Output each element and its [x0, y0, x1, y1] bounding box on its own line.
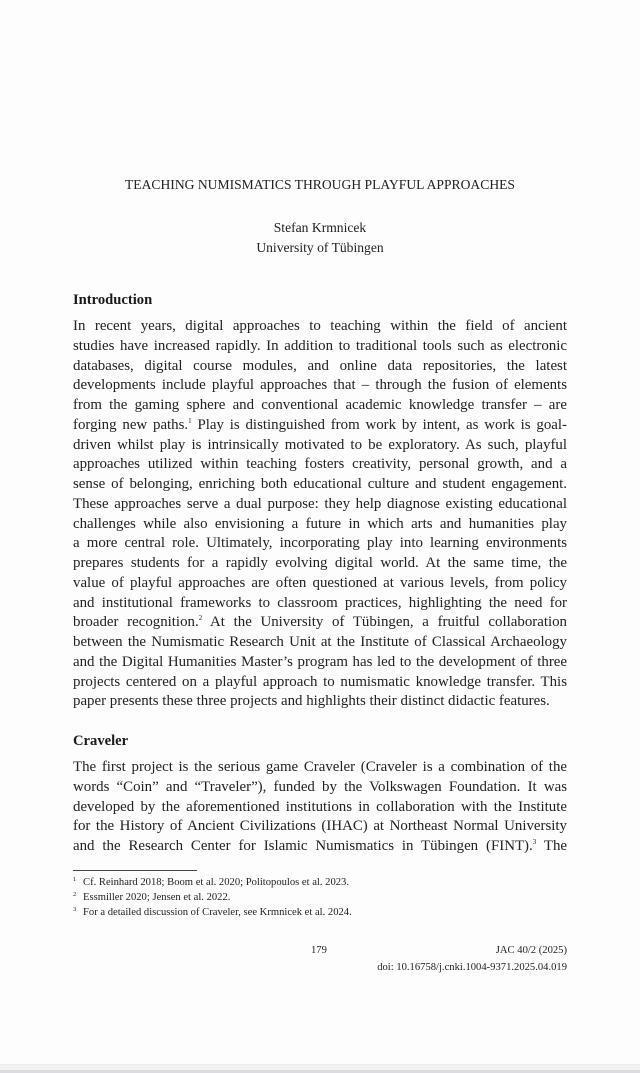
text-line: and the Digital Humanities Master’s program has led to the development of three: [73, 653, 567, 670]
footnote-number: 3: [73, 905, 77, 913]
footnote-text: Cf. Reinhard 2018; Boom et al. 2020; Politopoulos et al. 2023.: [83, 877, 350, 888]
text-line: a more central role. Ultimately, incorporating play into learning environments: [73, 535, 567, 552]
footnote-number: 2: [73, 890, 77, 898]
footnote-text: For a detailed discussion of Craveler, see Krmnicek et al. 2024.: [83, 906, 352, 918]
text-segment: broader recognition.: [73, 614, 199, 631]
author-affiliation: University of Tübingen: [256, 240, 384, 255]
text-segment: The: [536, 838, 567, 854]
author-block: [0, 218, 640, 258]
footnote-ref-2[interactable]: 2: [198, 614, 203, 623]
text-line: developments include playful approaches that – through the fusion of elements: [73, 377, 567, 394]
doi-link[interactable]: doi: 10.16758/j.cnki.1004-9371.2025.04.019: [377, 962, 567, 973]
footnote-2: [73, 891, 567, 906]
text-line: [73, 837, 567, 857]
text-line: sense of belonging, enriching both educational culture and student engagement.: [73, 476, 567, 492]
footnote-ref-3[interactable]: 3: [532, 838, 537, 846]
footnote-text: Essmiller 2020; Jensen et al. 2022.: [83, 891, 231, 903]
text-segment: Play is distinguished from work by intent, as work is goal-: [191, 416, 567, 433]
text-line: for the History of Ancient Civilizations (IHAC) at Northeast Normal University: [73, 818, 567, 835]
introduction-paragraph: [73, 317, 567, 712]
text-line: words “Coin” and “Traveler”), funded by the Volkswagen Foundation. It was: [73, 778, 567, 795]
text-segment: forging new paths.: [73, 416, 189, 433]
text-line: studies have increased rapidly. In addition to traditional tools such as electronic: [73, 337, 567, 354]
footnotes: [73, 876, 567, 920]
footnote-number: 1: [73, 876, 77, 883]
page-number: 179: [311, 945, 327, 956]
text-line: between the Numismatic Research Unit at the Institute of Classical Archaeology: [73, 634, 567, 650]
text-line: databases, digital course modules, and online data repositories, the latest: [73, 357, 567, 374]
text-line: In recent years, digital approaches to teaching within the field of ancient: [73, 318, 567, 334]
footnote-divider: [73, 870, 197, 871]
text-line: approaches utilized within teaching fosters creativity, personal growth, and a: [73, 456, 567, 473]
text-line: [73, 613, 567, 633]
footnote-1: [73, 876, 567, 891]
text-line: and institutional frameworks to classroom practices, highlighting the need for: [73, 594, 567, 611]
text-line: prepares students for a rapidly evolving digital world. At the same time, the: [73, 555, 567, 571]
text-line: driven whilst play is intrinsically motivated to be exploratory. As such, playful: [73, 436, 567, 453]
section-heading-craveler: Craveler: [73, 733, 129, 749]
text-line: value of playful approaches are often questioned at various levels, from policy: [73, 574, 567, 591]
text-line: paper presents these three projects and highlights their distinct didactic features.: [73, 693, 550, 710]
journal-reference: JAC 40/2 (2025): [495, 945, 567, 956]
text-line: from the gaming sphere and conventional academic knowledge transfer – are: [73, 397, 567, 413]
text-segment: and the Research Center for Islamic Numismatics in Tübingen (FINT).: [73, 838, 533, 854]
footnote-3: [73, 906, 567, 921]
section-heading-introduction: Introduction: [73, 292, 153, 308]
paper-title: TEACHING NUMISMATICS THROUGH PLAYFUL APPROACHES: [125, 177, 515, 192]
text-line: developed by the aforementioned institutions in collaboration with the Institute: [73, 798, 567, 815]
text-line: projects centered on a playful approach to numismatic knowledge transfer. This: [73, 673, 567, 690]
text-segment: At the University of Tübingen, a fruitful collaboration: [202, 614, 567, 631]
text-line: challenges while also envisioning a future in which arts and humanities play: [73, 515, 567, 532]
text-line: [73, 416, 567, 436]
footnote-ref-1[interactable]: 1: [188, 416, 192, 425]
text-line: The first project is the serious game Craveler (Craveler is a combination of the: [73, 759, 567, 775]
craveler-paragraph: [73, 758, 567, 857]
author-name: Stefan Krmnicek: [273, 220, 367, 235]
text-line: These approaches serve a dual purpose: they help diagnose existing educational: [73, 495, 567, 512]
